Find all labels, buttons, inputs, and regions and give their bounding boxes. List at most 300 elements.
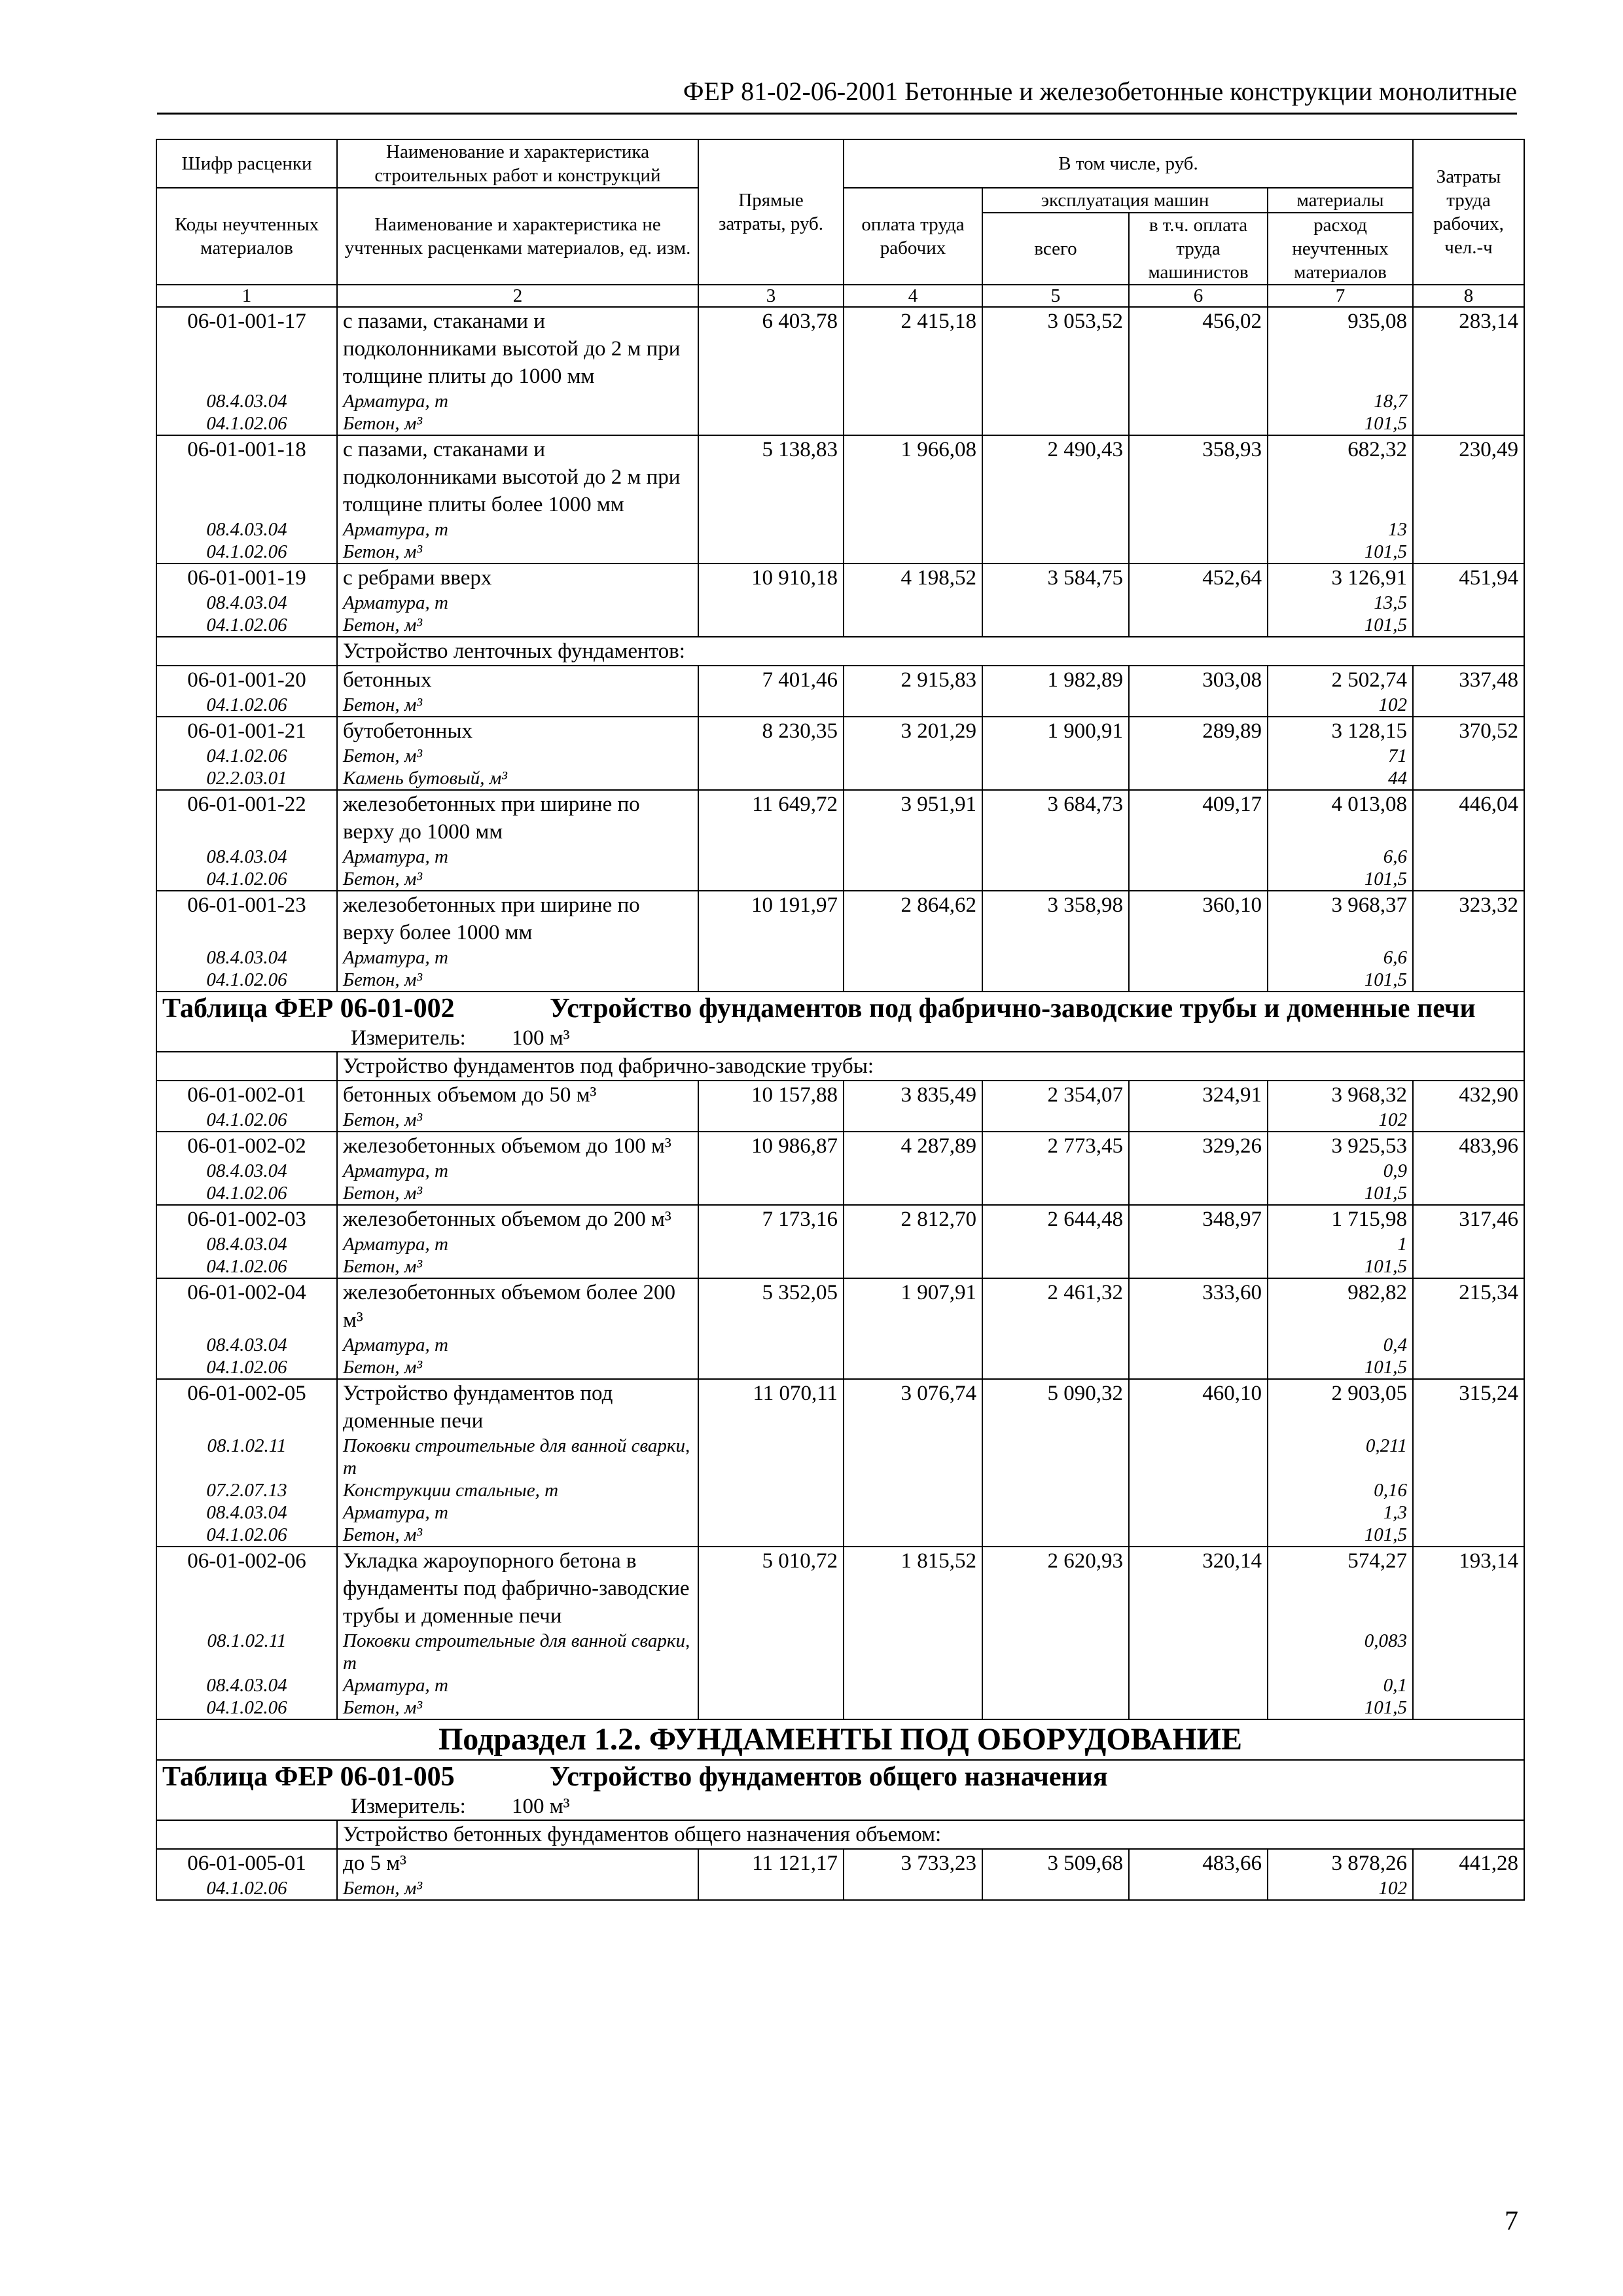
col-number: 1: [156, 285, 337, 307]
material-amount: 44: [1268, 767, 1413, 790]
rate-name: железобетонных при ширине по верху до 1000 мм: [337, 790, 698, 846]
material-amount: 0,9: [1268, 1160, 1413, 1182]
material-amount: 101,5: [1268, 868, 1413, 891]
machines-cost: 5 090,32: [982, 1379, 1129, 1435]
material-amount: 101,5: [1268, 541, 1413, 564]
empty-cell: [1413, 592, 1524, 614]
col-direct: Прямые затраты, руб.: [698, 139, 844, 285]
empty-cell: [1129, 969, 1268, 992]
material-code: 04.1.02.06: [156, 614, 337, 637]
machines-cost: 1 982,89: [982, 666, 1129, 694]
material-row: [156, 1479, 1524, 1501]
rate-code: 06-01-005-01: [156, 1849, 337, 1877]
labor-cost: 337,48: [1413, 666, 1524, 694]
material-name: Бетон, м³: [337, 614, 698, 637]
empty-cell: [844, 1356, 982, 1379]
empty-cell: [698, 412, 844, 435]
labor-cost: 432,90: [1413, 1081, 1524, 1109]
material-code: 04.1.02.06: [156, 1696, 337, 1719]
rate-row: [156, 666, 1524, 694]
col-labor: Затраты труда рабочих, чел.-ч: [1413, 139, 1524, 285]
material-code: 04.1.02.06: [156, 1356, 337, 1379]
material-name: Бетон, м³: [337, 868, 698, 891]
labor-cost: 323,32: [1413, 891, 1524, 946]
material-amount: 6,6: [1268, 946, 1413, 969]
labor-cost: 451,94: [1413, 564, 1524, 592]
wages-cost: 4 287,89: [844, 1132, 982, 1160]
labor-cost: 230,49: [1413, 435, 1524, 518]
material-row: [156, 1674, 1524, 1696]
table-heading: [156, 992, 1524, 1025]
col-number: 2: [337, 285, 698, 307]
empty-cell: [1413, 694, 1524, 717]
material-amount: 101,5: [1268, 1524, 1413, 1547]
empty-cell: [698, 1696, 844, 1719]
empty-cell: [982, 946, 1129, 969]
material-row: [156, 694, 1524, 717]
empty-cell: [1129, 1479, 1268, 1501]
material-code: 08.4.03.04: [156, 592, 337, 614]
material-amount: 0,211: [1268, 1435, 1413, 1479]
empty-cell: [1129, 1696, 1268, 1719]
col-number: 3: [698, 285, 844, 307]
empty-cell: [1129, 1109, 1268, 1132]
empty-cell: [698, 1255, 844, 1278]
machines-cost: 3 509,68: [982, 1849, 1129, 1877]
table-heading-row: [156, 992, 1524, 1025]
col-machines-total: всего: [982, 213, 1129, 285]
empty-cell: [1129, 946, 1268, 969]
empty-cell: [698, 1877, 844, 1900]
empty-cell: [844, 1877, 982, 1900]
empty-cell: [844, 1160, 982, 1182]
material-amount: 101,5: [1268, 412, 1413, 435]
material-name: Арматура, т: [337, 1334, 698, 1356]
empty-cell: [1413, 614, 1524, 637]
empty-cell: [698, 1160, 844, 1182]
empty-cell: [982, 1696, 1129, 1719]
empty-cell: [844, 846, 982, 868]
empty-cell: [1413, 1435, 1524, 1479]
rate-code: 06-01-002-03: [156, 1205, 337, 1233]
material-name: Бетон, м³: [337, 1696, 698, 1719]
material-code: 04.1.02.06: [156, 969, 337, 992]
empty-cell: [1129, 868, 1268, 891]
material-name: Поковки строительные для ванной сварки, т: [337, 1630, 698, 1674]
rate-code: 06-01-001-19: [156, 564, 337, 592]
machinists-wages: 456,02: [1129, 307, 1268, 390]
empty-cell: [982, 592, 1129, 614]
material-name: Арматура, т: [337, 1233, 698, 1255]
group-row: [156, 1820, 1524, 1849]
rate-code: 06-01-001-17: [156, 307, 337, 390]
empty-cell: [1413, 1334, 1524, 1356]
rate-code: 06-01-001-21: [156, 717, 337, 745]
material-row: [156, 541, 1524, 564]
empty-cell: [1129, 1435, 1268, 1479]
material-amount: 13,5: [1268, 592, 1413, 614]
materials-cost: 935,08: [1268, 307, 1413, 390]
material-code: 04.1.02.06: [156, 1877, 337, 1900]
empty-cell: [698, 592, 844, 614]
empty-cell: [844, 541, 982, 564]
material-amount: 101,5: [1268, 614, 1413, 637]
empty-cell: [698, 1479, 844, 1501]
empty-cell: [698, 390, 844, 412]
empty-cell: [1413, 946, 1524, 969]
rate-name: железобетонных объемом до 200 м³: [337, 1205, 698, 1233]
rate-code: 06-01-001-23: [156, 891, 337, 946]
material-row: [156, 1255, 1524, 1278]
material-row: [156, 1233, 1524, 1255]
direct-cost: 7 401,46: [698, 666, 844, 694]
empty-cell: [844, 1630, 982, 1674]
machinists-wages: 483,66: [1129, 1849, 1268, 1877]
material-code: 04.1.02.06: [156, 1255, 337, 1278]
col-wages: оплата труда рабочих: [844, 188, 982, 285]
direct-cost: 10 157,88: [698, 1081, 844, 1109]
materials-cost: 3 925,53: [1268, 1132, 1413, 1160]
empty-cell: [1129, 1334, 1268, 1356]
col-code-top: Шифр расценки: [156, 139, 337, 188]
material-row: [156, 1182, 1524, 1205]
empty-cell: [1129, 846, 1268, 868]
empty-cell: [1413, 868, 1524, 891]
empty-cell: [1413, 1160, 1524, 1182]
empty-cell: [982, 1630, 1129, 1674]
empty-cell: [982, 1501, 1129, 1524]
material-amount: 71: [1268, 745, 1413, 767]
rate-row: [156, 307, 1524, 390]
empty-cell: [844, 1479, 982, 1501]
empty-cell: [844, 969, 982, 992]
direct-cost: 8 230,35: [698, 717, 844, 745]
material-row: [156, 1630, 1524, 1674]
empty-cell: [982, 1356, 1129, 1379]
col-materials: материалы: [1268, 188, 1413, 213]
material-amount: 101,5: [1268, 969, 1413, 992]
group-title: Устройство фундаментов под фабрично-заводские трубы:: [337, 1052, 1524, 1081]
empty-cell: [1129, 541, 1268, 564]
empty-cell: [982, 767, 1129, 790]
empty-cell: [844, 694, 982, 717]
empty-cell: [982, 969, 1129, 992]
rate-row: [156, 717, 1524, 745]
rate-row: [156, 564, 1524, 592]
material-code: 08.1.02.11: [156, 1435, 337, 1479]
empty-cell: [698, 1674, 844, 1696]
empty-cell: [844, 518, 982, 541]
empty-cell: [844, 1501, 982, 1524]
wages-cost: 3 201,29: [844, 717, 982, 745]
material-code: 08.4.03.04: [156, 1233, 337, 1255]
empty-cell: [1413, 846, 1524, 868]
empty-cell: [844, 1255, 982, 1278]
rate-row: [156, 1849, 1524, 1877]
rate-code: 06-01-002-05: [156, 1379, 337, 1435]
materials-cost: 3 128,15: [1268, 717, 1413, 745]
empty-cell: [698, 1182, 844, 1205]
material-code: 08.4.03.04: [156, 846, 337, 868]
material-name: Арматура, т: [337, 846, 698, 868]
material-code: 08.4.03.04: [156, 1674, 337, 1696]
material-row: [156, 412, 1524, 435]
column-numbers-row: [156, 285, 1524, 307]
material-code: 02.2.03.01: [156, 767, 337, 790]
col-number: 5: [982, 285, 1129, 307]
table-heading-row: [156, 1760, 1524, 1793]
machines-cost: 2 773,45: [982, 1132, 1129, 1160]
empty-cell: [1129, 1160, 1268, 1182]
material-name: Арматура, т: [337, 1160, 698, 1182]
material-row: [156, 390, 1524, 412]
wages-cost: 2 864,62: [844, 891, 982, 946]
col-name-bottom: Наименование и характеристика не учтенных расценками материалов, ед. изм.: [337, 188, 698, 285]
empty-cell: [844, 592, 982, 614]
material-amount: 101,5: [1268, 1696, 1413, 1719]
empty-cell: [982, 846, 1129, 868]
measure-row: [156, 1025, 1524, 1052]
material-code: 04.1.02.06: [156, 412, 337, 435]
empty-cell: [1129, 1255, 1268, 1278]
rate-code: 06-01-002-02: [156, 1132, 337, 1160]
material-code: 04.1.02.06: [156, 1109, 337, 1132]
rate-row: [156, 1379, 1524, 1435]
machinists-wages: 358,93: [1129, 435, 1268, 518]
empty-cell: [982, 614, 1129, 637]
empty-cell: [156, 1052, 337, 1081]
table-title: Устройство фундаментов общего назначения: [550, 1762, 1108, 1792]
empty-cell: [844, 390, 982, 412]
empty-cell: [1129, 767, 1268, 790]
empty-cell: [982, 1334, 1129, 1356]
empty-cell: [844, 767, 982, 790]
empty-cell: [982, 1182, 1129, 1205]
wages-cost: 2 915,83: [844, 666, 982, 694]
empty-cell: [1129, 614, 1268, 637]
material-row: [156, 614, 1524, 637]
empty-cell: [1413, 1182, 1524, 1205]
group-title: Устройство бетонных фундаментов общего назначения объемом:: [337, 1820, 1524, 1849]
material-name: Бетон, м³: [337, 694, 698, 717]
direct-cost: 5 352,05: [698, 1278, 844, 1334]
rate-row: [156, 1081, 1524, 1109]
empty-cell: [1129, 694, 1268, 717]
empty-cell: [982, 1233, 1129, 1255]
rate-name: с пазами, стаканами и подколонниками высотой до 2 м при толщине плиты до 1000 мм: [337, 307, 698, 390]
machines-cost: 2 620,93: [982, 1547, 1129, 1630]
rate-code: 06-01-001-20: [156, 666, 337, 694]
material-row: [156, 592, 1524, 614]
table-number: Таблица ФЕР 06-01-002: [162, 994, 455, 1024]
rate-row: [156, 790, 1524, 846]
materials-cost: 982,82: [1268, 1278, 1413, 1334]
empty-cell: [698, 1501, 844, 1524]
measure: [156, 1025, 1524, 1052]
machinists-wages: 360,10: [1129, 891, 1268, 946]
material-code: 07.2.07.13: [156, 1479, 337, 1501]
empty-cell: [844, 1524, 982, 1547]
empty-cell: [698, 694, 844, 717]
material-row: [156, 969, 1524, 992]
material-name: Бетон, м³: [337, 1255, 698, 1278]
material-code: 08.4.03.04: [156, 1334, 337, 1356]
material-amount: 1: [1268, 1233, 1413, 1255]
material-amount: 0,4: [1268, 1334, 1413, 1356]
rate-row: [156, 1132, 1524, 1160]
empty-cell: [1413, 1479, 1524, 1501]
wages-cost: 3 076,74: [844, 1379, 982, 1435]
material-amount: 0,16: [1268, 1479, 1413, 1501]
subsection-row: [156, 1719, 1524, 1760]
empty-cell: [156, 637, 337, 666]
material-name: Арматура, т: [337, 592, 698, 614]
direct-cost: 11 121,17: [698, 1849, 844, 1877]
labor-cost: 446,04: [1413, 790, 1524, 846]
direct-cost: 5 138,83: [698, 435, 844, 518]
material-amount: 101,5: [1268, 1356, 1413, 1379]
empty-cell: [1413, 1255, 1524, 1278]
machines-cost: 2 644,48: [982, 1205, 1129, 1233]
materials-cost: 4 013,08: [1268, 790, 1413, 846]
machines-cost: 2 490,43: [982, 435, 1129, 518]
empty-cell: [982, 745, 1129, 767]
material-name: Поковки строительные для ванной сварки, т: [337, 1435, 698, 1479]
material-code: 08.4.03.04: [156, 946, 337, 969]
material-name: Арматура, т: [337, 518, 698, 541]
material-row: [156, 1696, 1524, 1719]
material-row: [156, 1356, 1524, 1379]
empty-cell: [1413, 390, 1524, 412]
direct-cost: 10 191,97: [698, 891, 844, 946]
rate-code: 06-01-001-22: [156, 790, 337, 846]
material-name: Арматура, т: [337, 1501, 698, 1524]
col-materials-sub: расход неучтенных материалов: [1268, 213, 1413, 285]
direct-cost: 7 173,16: [698, 1205, 844, 1233]
empty-cell: [698, 745, 844, 767]
material-amount: 13: [1268, 518, 1413, 541]
rate-code: 06-01-002-06: [156, 1547, 337, 1630]
empty-cell: [698, 541, 844, 564]
material-name: Бетон, м³: [337, 1356, 698, 1379]
material-row: [156, 767, 1524, 790]
measure-label: Измеритель:: [351, 1026, 466, 1050]
material-name: Бетон, м³: [337, 1109, 698, 1132]
empty-cell: [982, 412, 1129, 435]
rate-name: железобетонных при ширине по верху более 1000 мм: [337, 891, 698, 946]
material-row: [156, 1160, 1524, 1182]
empty-cell: [844, 1435, 982, 1479]
direct-cost: 11 649,72: [698, 790, 844, 846]
rate-row: [156, 1205, 1524, 1233]
empty-cell: [1129, 1877, 1268, 1900]
machines-cost: 3 358,98: [982, 891, 1129, 946]
material-code: 04.1.02.06: [156, 1524, 337, 1547]
empty-cell: [982, 1255, 1129, 1278]
rate-name: железобетонных объемом до 100 м³: [337, 1132, 698, 1160]
empty-cell: [1413, 1524, 1524, 1547]
empty-cell: [698, 1233, 844, 1255]
empty-cell: [844, 1233, 982, 1255]
material-amount: 0,1: [1268, 1674, 1413, 1696]
empty-cell: [698, 969, 844, 992]
wages-cost: 1 815,52: [844, 1547, 982, 1630]
machinists-wages: 303,08: [1129, 666, 1268, 694]
materials-cost: 2 903,05: [1268, 1379, 1413, 1435]
rate-name: бутобетонных: [337, 717, 698, 745]
material-name: Арматура, т: [337, 390, 698, 412]
machinists-wages: 320,14: [1129, 1547, 1268, 1630]
material-row: [156, 1501, 1524, 1524]
material-name: Бетон, м³: [337, 1524, 698, 1547]
empty-cell: [844, 1696, 982, 1719]
empty-cell: [982, 1435, 1129, 1479]
empty-cell: [844, 1674, 982, 1696]
empty-cell: [698, 1356, 844, 1379]
table-header: [156, 139, 1524, 307]
running-header: [157, 73, 1517, 115]
material-name: Бетон, м³: [337, 1877, 698, 1900]
wages-cost: 1 966,08: [844, 435, 982, 518]
empty-cell: [1129, 592, 1268, 614]
material-row: [156, 1877, 1524, 1900]
empty-cell: [1129, 745, 1268, 767]
labor-cost: 370,52: [1413, 717, 1524, 745]
empty-cell: [1129, 412, 1268, 435]
rate-code: 06-01-002-04: [156, 1278, 337, 1334]
materials-cost: 2 502,74: [1268, 666, 1413, 694]
material-code: 08.4.03.04: [156, 518, 337, 541]
labor-cost: 441,28: [1413, 1849, 1524, 1877]
table-heading: [156, 1760, 1524, 1793]
material-code: 08.4.03.04: [156, 1160, 337, 1182]
wages-cost: 2 812,70: [844, 1205, 982, 1233]
table-title: Устройство фундаментов под фабрично-заводские трубы и доменные печи: [550, 994, 1476, 1024]
empty-cell: [698, 767, 844, 790]
material-name: Бетон, м³: [337, 745, 698, 767]
empty-cell: [1413, 1501, 1524, 1524]
empty-cell: [1413, 745, 1524, 767]
empty-cell: [1413, 969, 1524, 992]
direct-cost: 5 010,72: [698, 1547, 844, 1630]
empty-cell: [698, 1334, 844, 1356]
rate-row: [156, 891, 1524, 946]
machines-cost: 3 053,52: [982, 307, 1129, 390]
machinists-wages: 329,26: [1129, 1132, 1268, 1160]
measure-value: 100 м³: [512, 1026, 570, 1050]
subsection-title: Подраздел 1.2. ФУНДАМЕНТЫ ПОД ОБОРУДОВАНИЕ: [156, 1719, 1524, 1760]
rate-code: 06-01-001-18: [156, 435, 337, 518]
material-amount: 101,5: [1268, 1255, 1413, 1278]
empty-cell: [1129, 1233, 1268, 1255]
price-table: [156, 139, 1525, 1901]
empty-cell: [982, 1479, 1129, 1501]
wages-cost: 3 733,23: [844, 1849, 982, 1877]
material-row: [156, 1109, 1524, 1132]
rate-row: [156, 435, 1524, 518]
measure: [156, 1793, 1524, 1820]
empty-cell: [1413, 1674, 1524, 1696]
material-amount: 1,3: [1268, 1501, 1413, 1524]
empty-cell: [1129, 390, 1268, 412]
header-title: ФЕР 81-02-06-2001 Бетонные и железобетонные конструкции монолитные: [683, 77, 1517, 106]
material-amount: 101,5: [1268, 1182, 1413, 1205]
machinists-wages: 452,64: [1129, 564, 1268, 592]
labor-cost: 317,46: [1413, 1205, 1524, 1233]
empty-cell: [982, 518, 1129, 541]
empty-cell: [1413, 1356, 1524, 1379]
material-row: [156, 745, 1524, 767]
